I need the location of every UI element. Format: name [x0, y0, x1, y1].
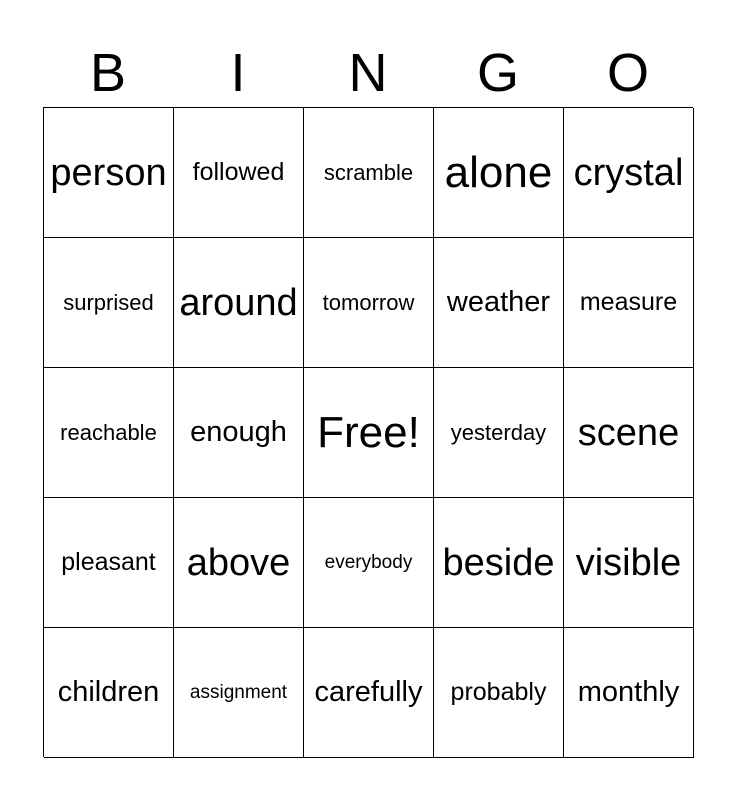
bingo-board	[43, 107, 693, 757]
bingo-cell[interactable]: followed	[174, 108, 304, 238]
bingo-cell[interactable]: monthly	[564, 628, 694, 758]
header-letter-n: N	[348, 43, 388, 103]
bingo-cell[interactable]: around	[174, 238, 304, 368]
bingo-header	[43, 40, 693, 106]
bingo-cell[interactable]: tomorrow	[304, 238, 434, 368]
bingo-cell[interactable]: visible	[564, 498, 694, 628]
bingo-cell[interactable]: measure	[564, 238, 694, 368]
bingo-cell-free[interactable]: Free!	[304, 368, 434, 498]
bingo-cell[interactable]: children	[44, 628, 174, 758]
bingo-cell[interactable]: assignment	[174, 628, 304, 758]
header-letter-g: G	[476, 43, 519, 103]
bingo-cell[interactable]: scene	[564, 368, 694, 498]
bingo-cell[interactable]: above	[174, 498, 304, 628]
bingo-cell[interactable]: beside	[434, 498, 564, 628]
bingo-cell[interactable]: carefully	[304, 628, 434, 758]
bingo-cell[interactable]: everybody	[304, 498, 434, 628]
bingo-cell[interactable]: reachable	[44, 368, 174, 498]
bingo-cell[interactable]: scramble	[304, 108, 434, 238]
bingo-cell[interactable]: enough	[174, 368, 304, 498]
bingo-cell[interactable]: alone	[434, 108, 564, 238]
header-letter-i: I	[230, 43, 246, 103]
bingo-cell[interactable]: surprised	[44, 238, 174, 368]
bingo-cell[interactable]: probably	[434, 628, 564, 758]
header-letter-b: B	[89, 43, 127, 103]
bingo-cell[interactable]: crystal	[564, 108, 694, 238]
bingo-cell[interactable]: person	[44, 108, 174, 238]
header-letter-o: O	[606, 43, 649, 103]
bingo-cell[interactable]: yesterday	[434, 368, 564, 498]
bingo-cell[interactable]: pleasant	[44, 498, 174, 628]
bingo-cell[interactable]: weather	[434, 238, 564, 368]
